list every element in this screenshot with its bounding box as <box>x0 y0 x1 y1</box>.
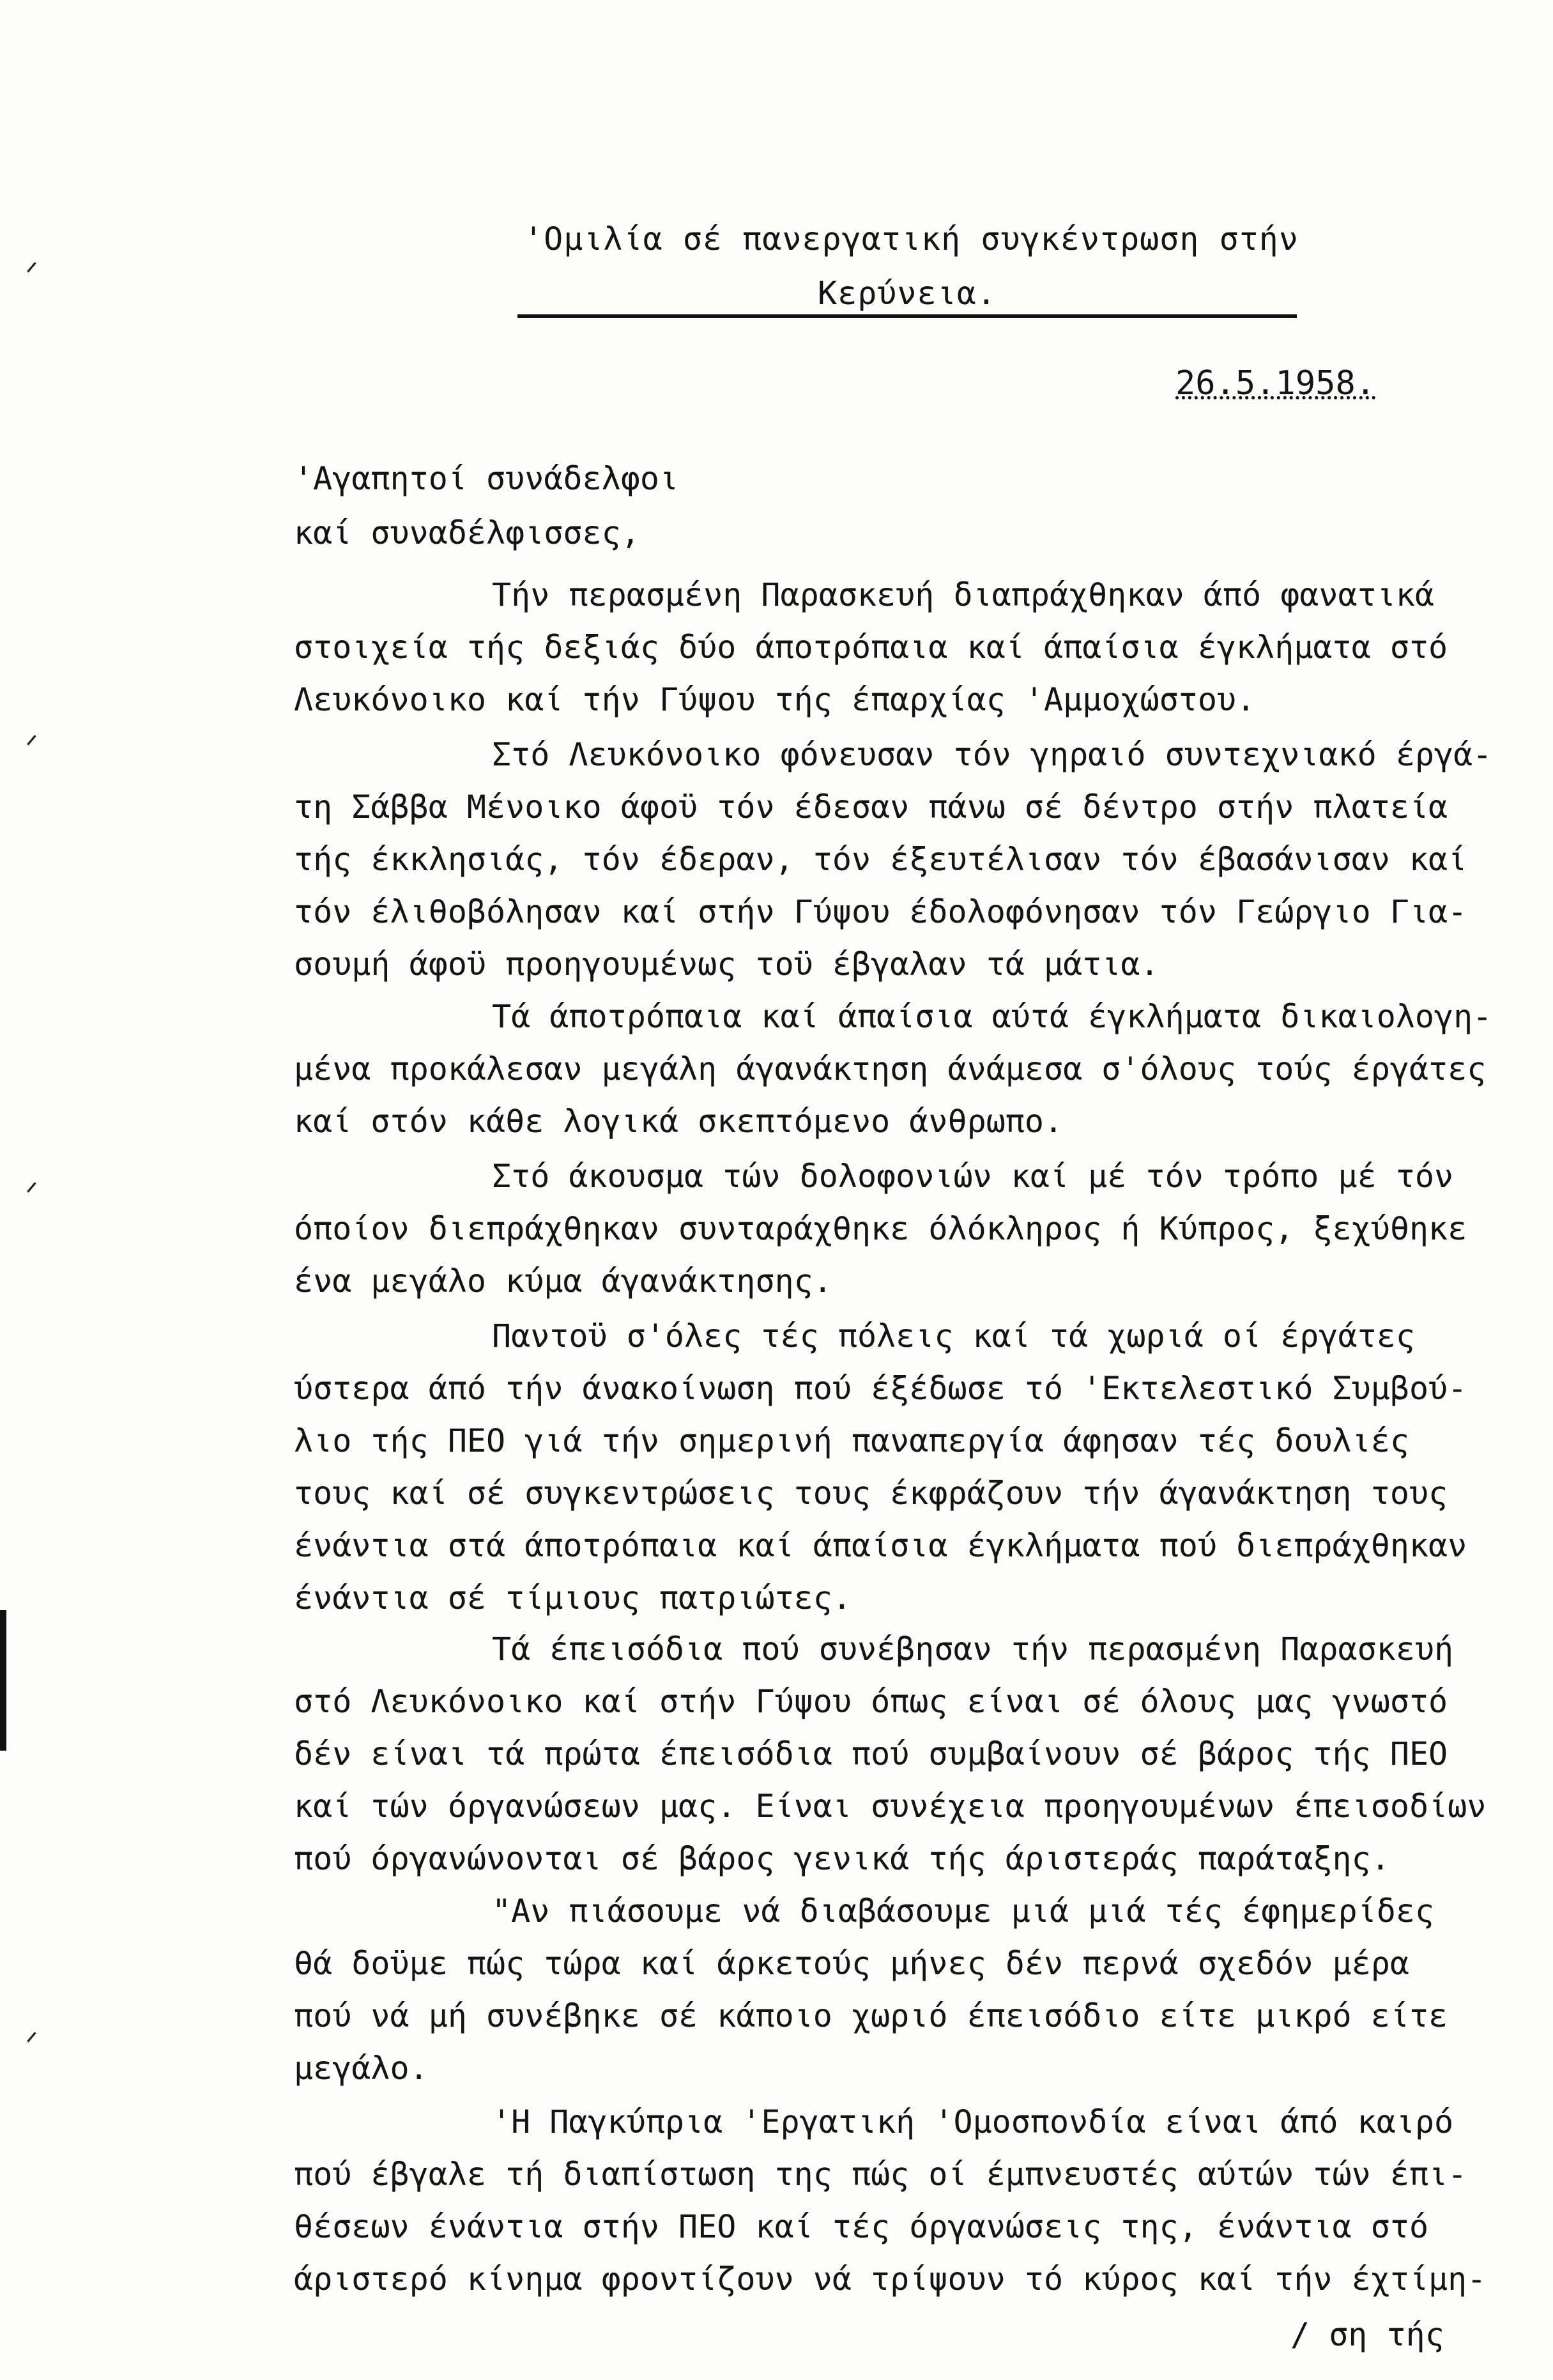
text-line: ένα μεγάλο κύμα άγανάκτησης. <box>294 1263 832 1300</box>
text-line: μένα προκάλεσαν μεγάλη άγανάκτηση άνάμεσα σ'όλους τούς έργάτες <box>294 1050 1487 1087</box>
text-line: πού έβγαλε τή διαπίστωση της πώς οί έμπνευστές αύτών τών έπι- <box>294 2156 1467 2193</box>
paragraph <box>294 1623 1508 1885</box>
paragraph <box>294 1885 1508 2094</box>
text-line: τη Σάββα Μένοικο άφοϋ τόν έδεσαν πάνω σέ δέντρο στήν πλατεία <box>294 788 1448 825</box>
text-line: στό Λευκόνοικο καί στήν Γύψου όπως είναι σέ όλους μας γνωστό <box>294 1683 1448 1720</box>
text-line: θά δοϋμε πώς τώρα καί άρκετούς μήνες δέν περνά σχεδόν μέρα <box>294 1945 1409 1982</box>
margin-punch-mark: ᐟ <box>26 256 38 290</box>
text-line: Στό Λευκόνοικο φόνευσαν τόν γηραιό συντεχνιακό έργά- <box>492 736 1492 773</box>
paragraph <box>294 2096 1508 2305</box>
title-underline <box>517 314 1297 318</box>
text-line: Τά άποτρόπαια καί άπαίσια αύτά έγκλήματα δικαιολογη- <box>492 998 1492 1035</box>
text-line: μεγάλο. <box>294 2050 429 2087</box>
document-date: 26.5.1958. <box>1175 364 1376 403</box>
margin-punch-mark: ᐟ <box>26 1176 38 1210</box>
text-line: Λευκόνοικο καί τήν Γύψου τής έπαρχίας 'Αμμοχώστου. <box>294 681 1256 718</box>
text-line: θέσεων ένάντια στήν ΠΕΟ καί τές όργανώσεις της, ένάντια στό <box>294 2208 1429 2245</box>
text-line: άριστερό κίνημα φροντίζουν νά τρίψουν τό κύρος καί τήν έχτίμη- <box>294 2261 1487 2298</box>
page-continuation-marker: / ση τής <box>1290 2316 1444 2353</box>
text-line: Στό άκουσμα τών δολοφονιών καί μέ τόν τρόπο μέ τόν <box>492 1158 1454 1195</box>
text-line: καί τών όργανώσεων μας. Είναι συνέχεια προηγουμένων έπεισοδίων <box>294 1788 1487 1825</box>
text-line: πού νά μή συνέβηκε σέ κάποιο χωριό έπεισόδιο είτε μικρό είτε <box>294 1997 1448 2034</box>
document-title-line-1: 'Ομιλία σέ πανεργατική συγκέντρωση στήν <box>524 220 1299 257</box>
paragraph <box>294 728 1508 990</box>
text-line: σουμή άφοϋ προηγουμένως τοϋ έβγαλαν τά μάτια. <box>294 946 1159 983</box>
text-line: τόν έλιθοβόλησαν καί στήν Γύψου έδολοφόνησαν τόν Γεώργιο Για- <box>294 893 1467 930</box>
text-line: ύστερα άπό τήν άνακοίνωση πού έξέδωσε τό 'Εκτελεστικό Συμβού- <box>294 1370 1467 1407</box>
text-line: δέν είναι τά πρώτα έπεισόδια πού συμβαίνουν σέ βάρος τής ΠΕΟ <box>294 1735 1448 1772</box>
text-line: στοιχεία τής δεξιάς δύο άποτρόπαια καί άπαίσια έγκλήματα στό <box>294 629 1448 666</box>
text-line: ένάντια σέ τίμιους πατριώτες. <box>294 1579 852 1616</box>
text-line: λιο τής ΠΕΟ γιά τήν σημερινή παναπεργία άφησαν τές δουλιές <box>294 1422 1409 1459</box>
paragraph <box>294 990 1508 1148</box>
greeting-line-2: καί συναδέλφισσες, <box>294 514 640 551</box>
text-line: καί στόν κάθε λογικά σκεπτόμενο άνθρωπο. <box>294 1103 1064 1140</box>
margin-punch-mark: ᐟ <box>26 2025 38 2060</box>
text-line: ένάντια στά άποτρόπαια καί άπαίσια έγκλήματα πού διεπράχθηκαν <box>294 1527 1467 1564</box>
paragraph <box>294 1310 1508 1624</box>
text-line: 'Η Παγκύπρια 'Εργατική 'Ομοσπονδία είναι άπό καιρό <box>492 2103 1454 2140</box>
paragraph <box>294 569 1508 726</box>
binding-edge-shadow <box>0 1610 6 1751</box>
text-line: Παντοϋ σ'όλες τές πόλεις καί τά χωριά οί έργάτες <box>492 1317 1415 1355</box>
paragraph <box>294 1150 1508 1307</box>
text-line: τής έκκλησιάς, τόν έδεραν, τόν έξευτέλισαν τόν έβασάνισαν καί <box>294 841 1467 878</box>
text-line: Τήν περασμένη Παρασκευή διαπράχθηκαν άπό φανατικά <box>492 576 1435 613</box>
document-title-line-2: Κερύνεια. <box>818 275 997 312</box>
text-line: "Αν πιάσουμε νά διαβάσουμε μιά μιά τές έφημερίδες <box>492 1892 1435 1930</box>
greeting-line-1: 'Αγαπητοί συνάδελφοι <box>294 460 679 497</box>
text-line: πού όργανώνονται σέ βάρος γενικά τής άριστεράς παράταξης. <box>294 1840 1390 1877</box>
margin-punch-mark: ᐟ <box>26 728 38 763</box>
text-line: Τά έπεισόδια πού συνέβησαν τήν περασμένη Παρασκευή <box>492 1631 1454 1668</box>
text-line: τους καί σέ συγκεντρώσεις τους έκφράζουν τήν άγανάκτηση τους <box>294 1475 1448 1512</box>
text-line: όποίον διεπράχθηκαν συνταράχθηκε όλόκληρος ή Κύπρος, ξεχύθηκε <box>294 1210 1467 1247</box>
